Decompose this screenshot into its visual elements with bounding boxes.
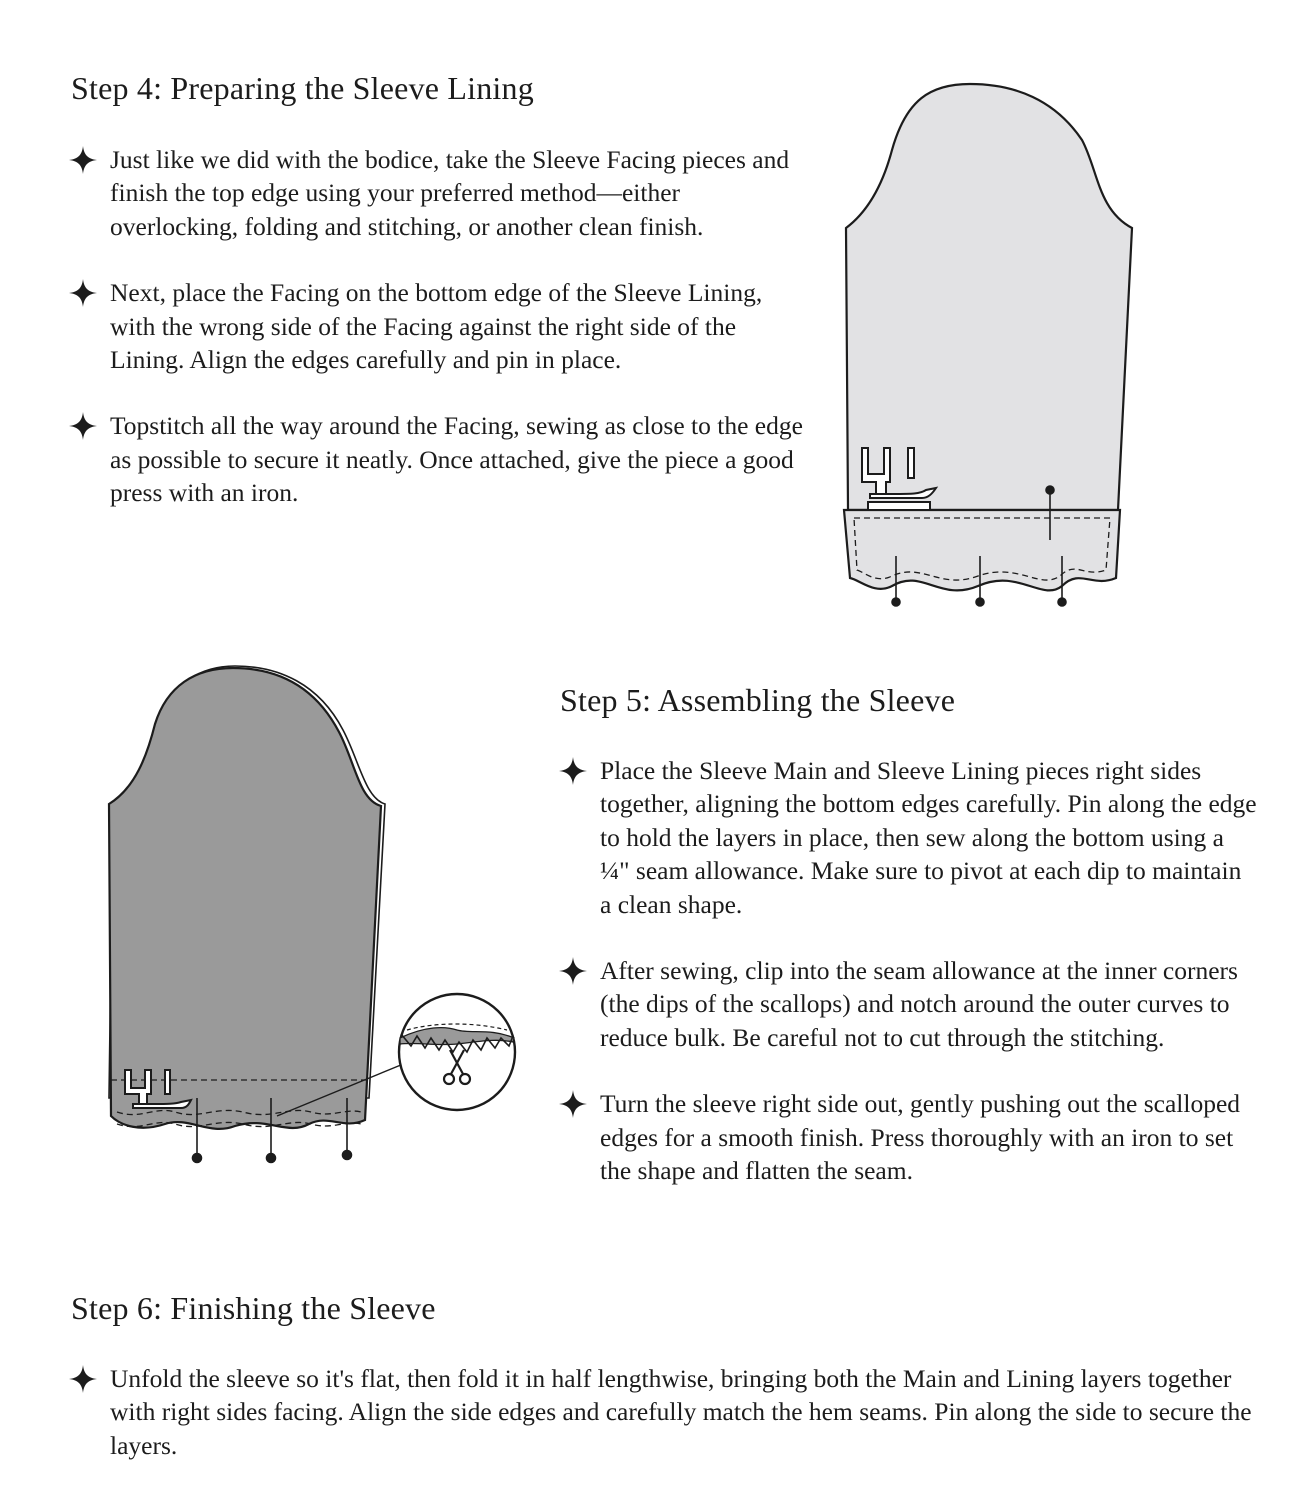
sleeve-assembly-illustration	[95, 650, 525, 1180]
bullet-text: Topstitch all the way around the Facing, sewing as close to the edge as possible to secure it neatly. Once attached, give the piece a good press with an iron.	[110, 411, 803, 508]
four-point-star-icon	[558, 1089, 588, 1119]
four-point-star-icon	[558, 756, 588, 786]
sleeve-lining-illustration	[830, 70, 1140, 620]
bullet-text: Turn the sleeve right side out, gently pushing out the scalloped edges for a smooth finish. Press thoroughly with an iron to set the shape and flatten the seam.	[600, 1089, 1241, 1186]
four-point-star-icon	[558, 956, 588, 986]
list-item	[68, 276, 808, 376]
step-5-instructions	[558, 754, 1258, 1220]
four-point-star-icon	[68, 278, 98, 308]
sleeve-main-shape	[109, 668, 381, 1129]
bullet-text: Place the Sleeve Main and Sleeve Lining pieces right sides together, aligning the bottom edges carefully. Pin along the edge to hold the layers in place, then sew along the bottom using a ¼" seam allowance. Make sure to pivot at each dip to maintain a clean shape.	[600, 756, 1257, 919]
list-item	[558, 754, 1258, 921]
bullet-text: Unfold the sleeve so it's flat, then fold it in half lengthwise, bringing both the Main and Lining layers together with right sides facing. Align the side edges and carefully match the hem seams. Pin along the side to secure the layers.	[110, 1364, 1252, 1460]
step-6-heading: Step 6: Finishing the Sleeve	[71, 1290, 436, 1326]
step-6-instructions	[68, 1362, 1258, 1495]
bullet-text: Next, place the Facing on the bottom edge of the Sleeve Lining, with the wrong side of the Facing against the right side of the Lining. Align the edges carefully and pin in place.	[110, 278, 763, 375]
bullet-text: Just like we did with the bodice, take the Sleeve Facing pieces and finish the top edge using your preferred method—either overlocking, folding and stitching, or another clean finish.	[110, 145, 790, 241]
step-4-instructions	[68, 143, 808, 543]
list-item	[68, 1362, 1258, 1462]
list-item	[558, 1087, 1258, 1187]
list-item	[558, 954, 1258, 1054]
sleeve-lining-shape	[846, 84, 1132, 510]
four-point-star-icon	[68, 411, 98, 441]
list-item	[68, 143, 808, 243]
four-point-star-icon	[68, 1364, 98, 1394]
clipping-detail-magnifier	[399, 994, 515, 1110]
step-5-heading: Step 5: Assembling the Sleeve	[560, 682, 956, 718]
list-item	[68, 409, 808, 509]
bullet-text: After sewing, clip into the seam allowance at the inner corners (the dips of the scallops) and notch around the outer curves to reduce bulk. Be careful not to cut through the stitching.	[600, 956, 1238, 1052]
four-point-star-icon	[68, 145, 98, 175]
step-4-heading: Step 4: Preparing the Sleeve Lining	[71, 70, 534, 106]
